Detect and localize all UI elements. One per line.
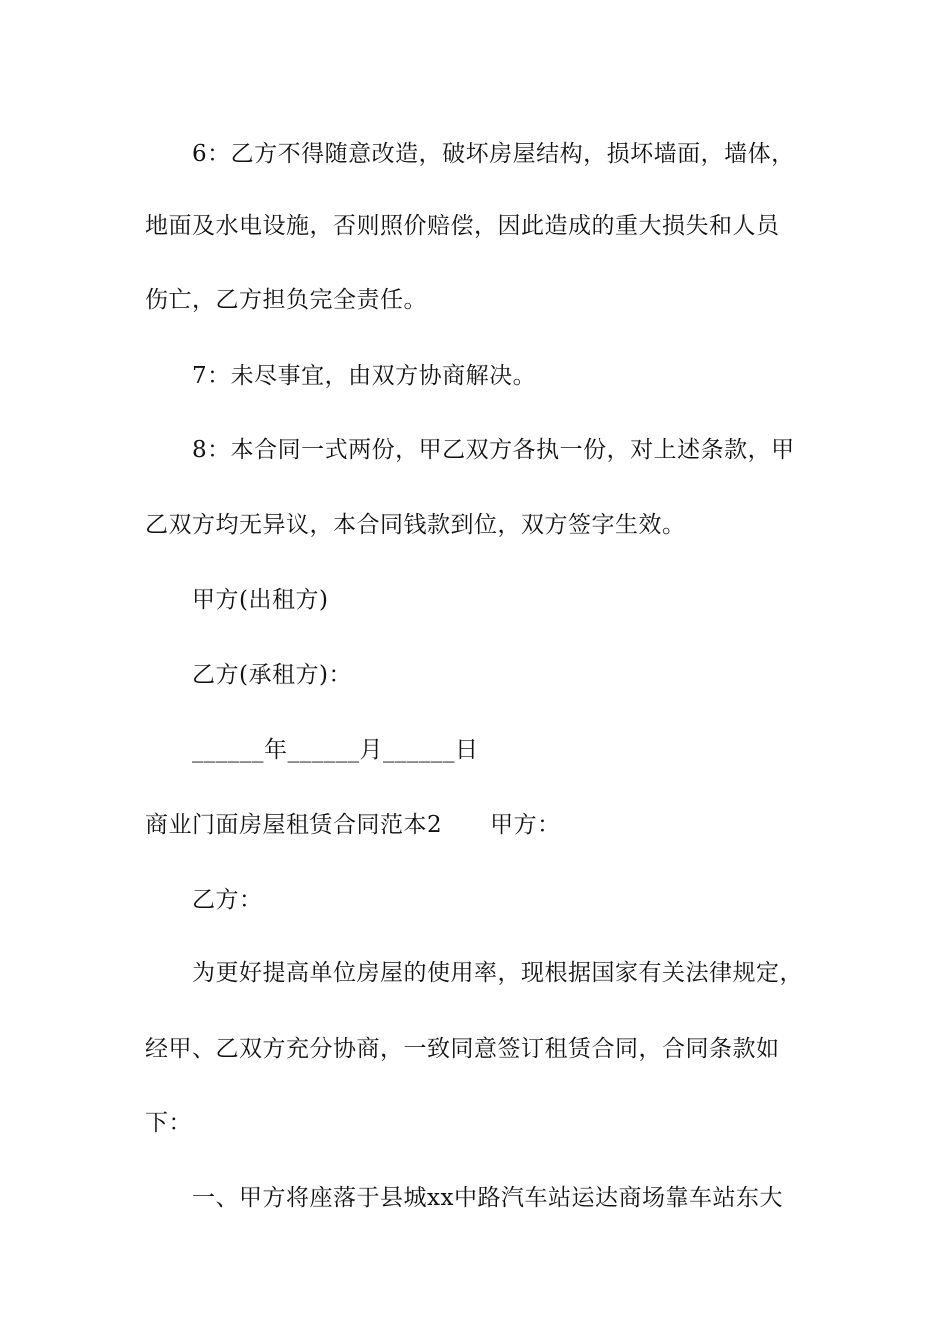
clause-6-line-1: 6：乙方不得随意改造，破坏房屋结构，损坏墙面，墙体， xyxy=(192,141,795,167)
party-b-label: 乙方： xyxy=(192,887,263,913)
clause-8-line-2: 乙双方均无异议，本合同钱款到位，双方签字生效。 xyxy=(145,512,686,538)
clause-8-line-1: 8：本合同一式两份，甲乙双方各执一份，对上述条款，甲 xyxy=(192,437,795,463)
article-1-line-1: 一、甲方将座落于县城xx中路汽车站运达商场靠车站东大 xyxy=(192,1185,783,1211)
party-b-lessee-label: 乙方(承租方)： xyxy=(192,662,352,688)
preamble-line-3: 下： xyxy=(145,1110,192,1136)
clause-6-line-3: 伤亡，乙方担负完全责任。 xyxy=(145,287,427,313)
preamble-line-2: 经甲、乙双方充分协商，一致同意签订租赁合同，合同条款如 xyxy=(145,1036,780,1062)
signature-date-line: ______年______月______日 xyxy=(192,737,479,763)
clause-6-line-2: 地面及水电设施，否则照价赔偿，因此造成的重大损失和人员 xyxy=(145,213,780,239)
contract-title: 商业门面房屋租赁合同范本2 xyxy=(145,812,443,838)
preamble-line-1: 为更好提高单位房屋的使用率，现根据国家有关法律规定， xyxy=(192,960,803,986)
contract-title-line xyxy=(145,810,835,840)
party-a-lessor-label: 甲方(出租方) xyxy=(192,587,329,613)
clause-7-line: 7：未尽事宜，由双方协商解决。 xyxy=(192,363,537,389)
party-a-label: 甲方： xyxy=(490,812,561,838)
